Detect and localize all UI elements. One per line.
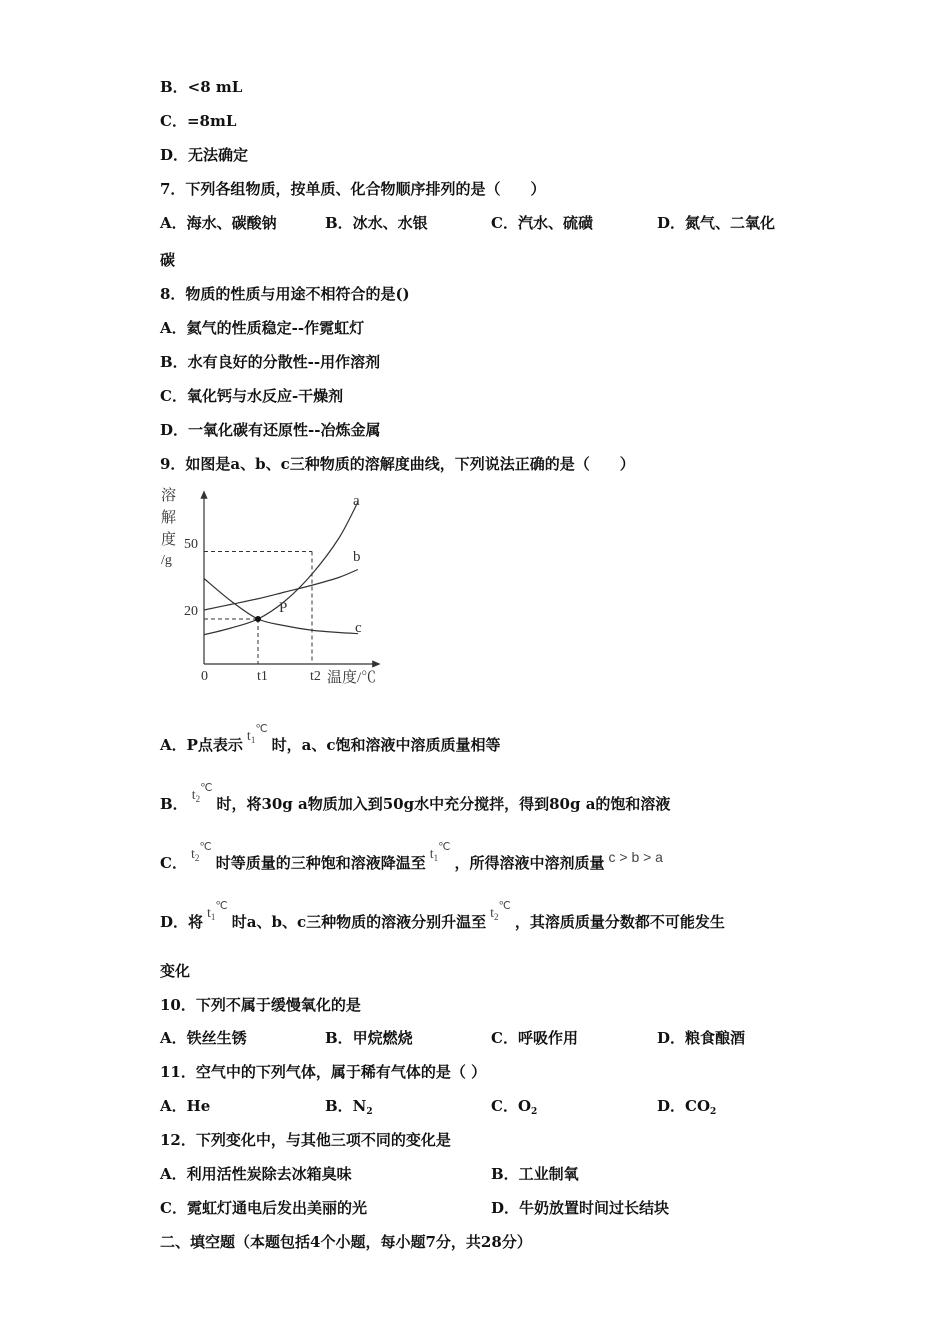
temp-sub: 1 bbox=[250, 735, 256, 745]
q11-option-a: A．He bbox=[160, 1097, 211, 1115]
series-label-a: a bbox=[353, 493, 360, 509]
chart-origin-label: 0 bbox=[201, 669, 208, 684]
q12-option-d: D．牛奶放置时间过长结块 bbox=[491, 1199, 670, 1217]
chart-ylabel-char: 度 bbox=[161, 532, 177, 548]
q9-c-pre: C． bbox=[160, 854, 187, 872]
temp-unit: ℃ bbox=[200, 782, 213, 794]
chart-point-label: P bbox=[279, 600, 288, 616]
q11-option-b bbox=[325, 1096, 373, 1122]
chart-xtick-label: t2 bbox=[310, 669, 321, 684]
q7-option-a: A．海水、碳酸钠 bbox=[160, 214, 277, 232]
q11-stem: 11．空气中的下列气体，属于稀有气体的是（ ） bbox=[160, 1063, 487, 1081]
q9-option-d-wrap: 变化 bbox=[160, 962, 191, 980]
q7-option-d: D．氮气、二氧化 bbox=[657, 214, 776, 232]
q11-b-text: B．N bbox=[325, 1097, 367, 1115]
temp-t: t bbox=[429, 847, 434, 862]
q9-b-post: 时，将30g a物质加入到50g水中充分搅拌，得到80g a的饱和溶液 bbox=[216, 795, 671, 813]
temp-unit: ℃ bbox=[215, 900, 228, 912]
temp-t: t bbox=[490, 906, 494, 921]
q12-option-a: A．利用活性炭除去冰箱臭味 bbox=[160, 1165, 352, 1183]
q9-d-temp1 bbox=[207, 896, 228, 927]
q9-d-temp2 bbox=[490, 896, 511, 927]
q10-option-c: C．呼吸作用 bbox=[491, 1029, 578, 1047]
q8-option-b: B．水有良好的分散性--用作溶剂 bbox=[160, 353, 381, 371]
temp-sub: 1 bbox=[433, 853, 439, 863]
temp-sub: 1 bbox=[210, 912, 216, 922]
temp-unit: ℃ bbox=[438, 841, 451, 853]
q7-option-d-wrap: 碳 bbox=[160, 251, 176, 269]
solubility-chart bbox=[155, 484, 395, 694]
chart-ylabel-char: 溶 bbox=[161, 488, 177, 504]
temp-sub: 2 bbox=[195, 794, 201, 804]
temp-t: t bbox=[191, 788, 196, 803]
q11-c-sub: 2 bbox=[531, 1107, 538, 1117]
q6-option-c: C．=8mL bbox=[160, 112, 237, 130]
q9-d-mid: 时a、b、c三种物质的溶液分别升温至 bbox=[231, 913, 487, 931]
temp-t: t bbox=[190, 847, 195, 862]
q6-option-d: D．无法确定 bbox=[160, 146, 249, 164]
temp-unit: ℃ bbox=[498, 900, 511, 912]
chart-xlabel: 温度/℃ bbox=[327, 670, 377, 686]
chart-marks bbox=[204, 502, 358, 664]
temp-t: t bbox=[246, 729, 251, 744]
q9-b-temp bbox=[192, 778, 213, 809]
q11-c-text: C．O bbox=[491, 1097, 532, 1115]
q8-stem: 8．物质的性质与用途不相符合的是() bbox=[160, 285, 410, 303]
q9-d-pre: D．将 bbox=[160, 913, 204, 931]
q12-option-b: B．工业制氧 bbox=[491, 1165, 579, 1183]
temp-t: t bbox=[207, 906, 211, 921]
chart-ytick-label: 20 bbox=[184, 604, 198, 619]
temp-unit: ℃ bbox=[255, 723, 268, 735]
q9-b-pre: B． bbox=[160, 795, 188, 813]
q9-c-temp2 bbox=[430, 837, 451, 868]
q7-option-b: B．冰水、水银 bbox=[325, 214, 428, 232]
q9-d-post: ，其溶质质量分数都不可能发生 bbox=[514, 913, 725, 931]
intersection-point-p bbox=[255, 616, 261, 622]
q6-option-b: B．<8 mL bbox=[160, 78, 243, 96]
series-label-c: c bbox=[355, 620, 362, 636]
q9-c-comparison: c > b > a bbox=[608, 849, 663, 865]
q10-option-b: B．甲烷燃烧 bbox=[325, 1029, 413, 1047]
q9-option-d bbox=[160, 900, 725, 937]
q9-a-post: 时，a、c饱和溶液中溶质质量相等 bbox=[271, 736, 501, 754]
q10-option-d: D．粮食酿酒 bbox=[657, 1029, 746, 1047]
q9-a-pre: A．P点表示 bbox=[160, 736, 243, 754]
q9-c-post: ，所得溶液中溶剂质量 bbox=[454, 854, 605, 872]
q12-option-c: C．霓虹灯通电后发出美丽的光 bbox=[160, 1199, 367, 1217]
q9-option-c bbox=[160, 841, 663, 878]
chart-ytick-label: 50 bbox=[184, 537, 198, 552]
q12-stem: 12．下列变化中，与其他三项不同的变化是 bbox=[160, 1131, 451, 1149]
section-title: 二、填空题（本题包括4个小题，每小题7分，共28分） bbox=[160, 1233, 532, 1251]
q8-option-a: A．氦气的性质稳定--作霓虹灯 bbox=[160, 319, 365, 337]
q9-c-temp1 bbox=[191, 837, 212, 868]
q11-option-c bbox=[491, 1096, 537, 1122]
q10-option-a: A．铁丝生锈 bbox=[160, 1029, 247, 1047]
q8-option-c: C．氧化钙与水反应-干燥剂 bbox=[160, 387, 344, 405]
q9-stem: 9．如图是a、b、c三种物质的溶解度曲线，下列说法正确的是（ ） bbox=[160, 455, 635, 473]
q9-option-a bbox=[160, 723, 501, 760]
q9-option-b bbox=[160, 782, 671, 819]
temp-sub: 2 bbox=[194, 853, 200, 863]
q7-stem: 7．下列各组物质，按单质、化合物顺序排列的是（ ） bbox=[160, 180, 546, 198]
q11-d-sub: 2 bbox=[710, 1107, 717, 1117]
q9-c-mid: 时等质量的三种饱和溶液降温至 bbox=[215, 854, 426, 872]
temp-unit: ℃ bbox=[199, 841, 212, 853]
temp-sub: 2 bbox=[494, 912, 499, 922]
chart-ylabel-char: 解 bbox=[161, 510, 177, 526]
q11-option-d bbox=[657, 1096, 716, 1122]
q10-stem: 10．下列不属于缓慢氧化的是 bbox=[160, 996, 361, 1014]
q8-option-d: D．一氧化碳有还原性--冶炼金属 bbox=[160, 421, 381, 439]
q9-a-temp bbox=[247, 719, 268, 750]
chart-xtick-label: t1 bbox=[257, 669, 268, 684]
q11-b-sub: 2 bbox=[366, 1107, 373, 1117]
series-label-b: b bbox=[353, 549, 361, 565]
q7-option-c: C．汽水、硫磺 bbox=[491, 214, 593, 232]
q11-d-text: D．CO bbox=[657, 1097, 711, 1115]
chart-ylabel-char: /g bbox=[161, 553, 172, 568]
